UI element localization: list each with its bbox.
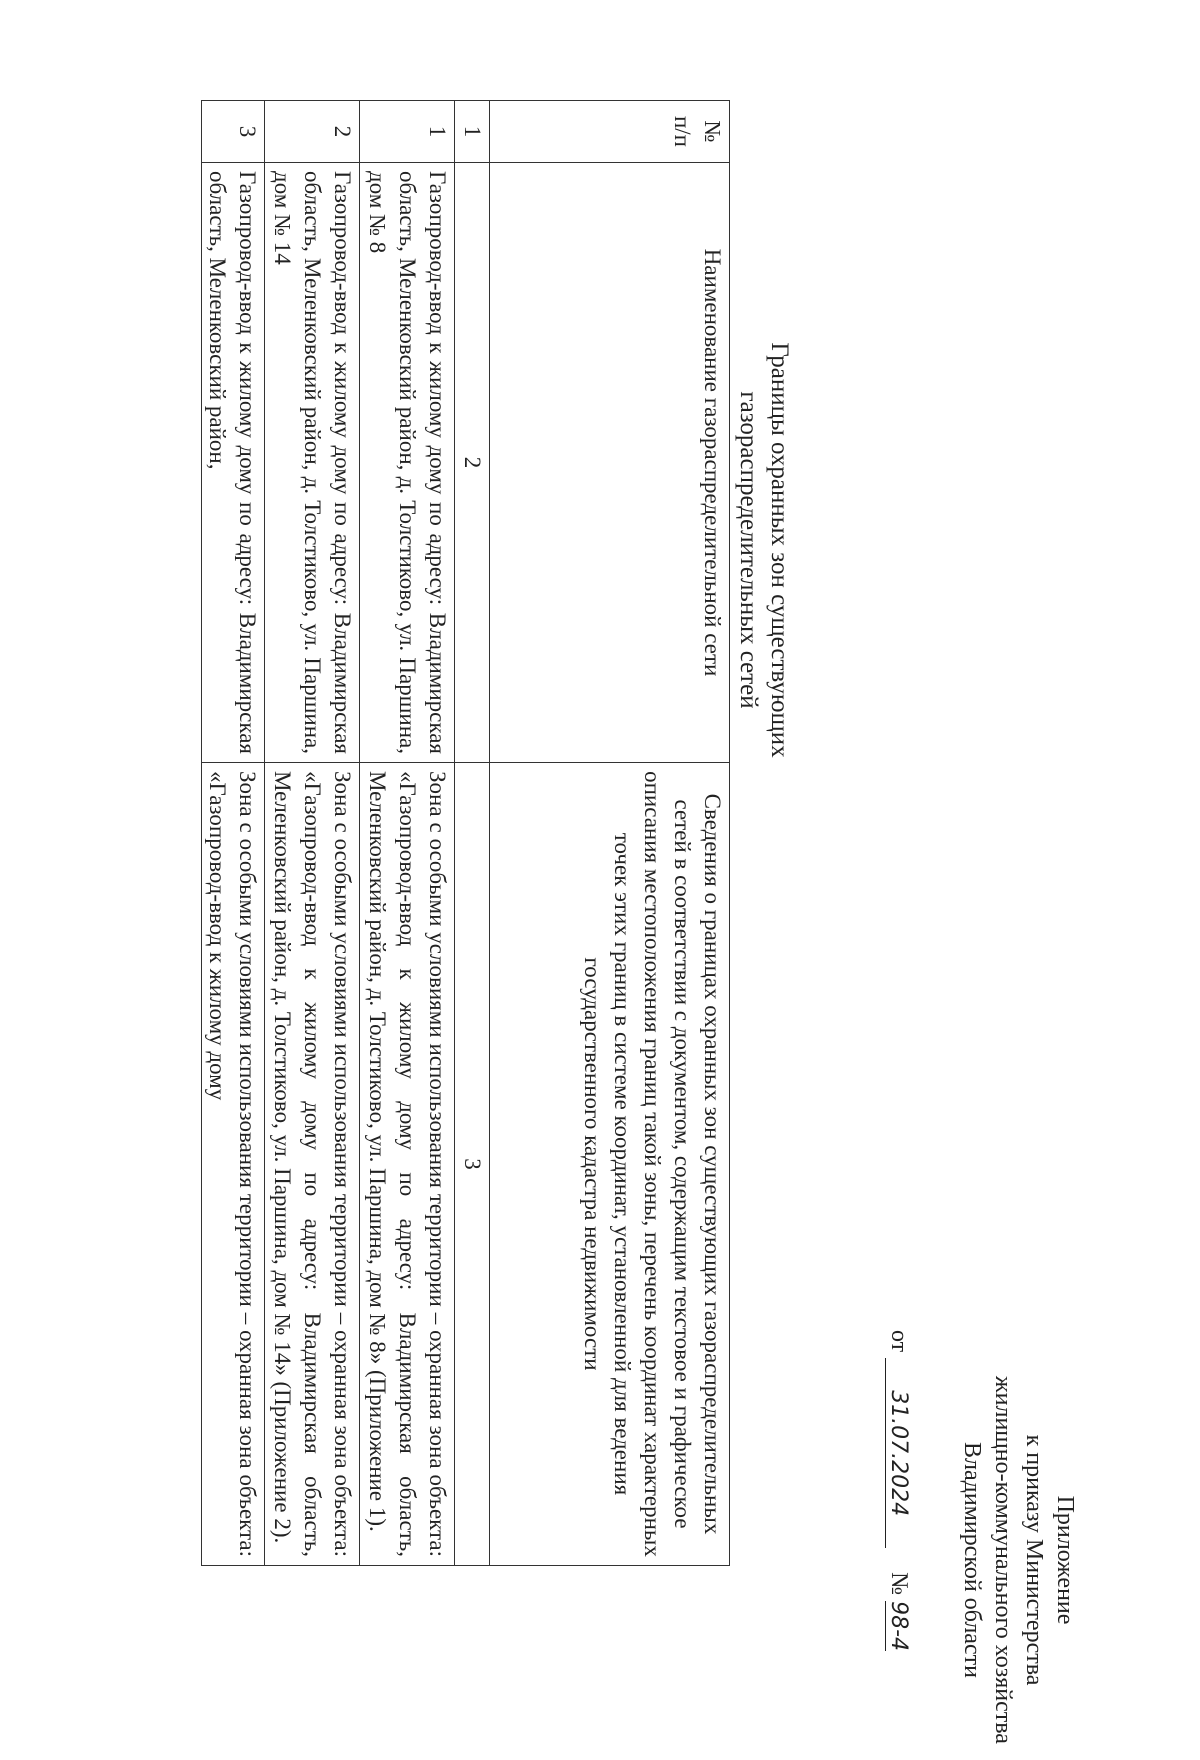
header-line: Владимирской области <box>959 1442 985 1678</box>
header-cell-number: № п/п <box>490 101 730 163</box>
header-line: жилищно-коммунального хозяйства <box>990 1376 1016 1744</box>
row-number: 1 <box>360 101 455 163</box>
header-cell-name: Наименование газораспределительной сети <box>490 163 730 763</box>
title-line: газораспределительных сетей <box>735 391 762 709</box>
table-row <box>202 101 265 1566</box>
row-info: Зона с особыми условиями использования территории – охранная зона объекта: «Газопровод-ввод к жилому дому по адресу: Владимирская область, Меленковский район, д. Толстиково, ул. Паршина, дом № 14» (Приложение 2). <box>265 763 360 1566</box>
table-row <box>360 101 455 1566</box>
handwritten-number: 98-4 <box>886 1601 911 1652</box>
table-row <box>265 101 360 1566</box>
column-number: 1 <box>455 101 490 163</box>
column-number: 2 <box>455 163 490 763</box>
row-info: Зона с особыми условиями использования территории – охранная зона объекта: «Газопровод-ввод к жилому дому по адресу: Владимирская область, Меленковский район, д. Толстиково, ул. Паршина, дом № 8» (Приложение 1). <box>360 763 455 1566</box>
order-date-number <box>885 1330 912 1730</box>
row-info-cell <box>202 763 265 1566</box>
handwritten-date: 31.07.2024 <box>885 1358 911 1548</box>
number-label: № <box>886 1572 912 1596</box>
row-name-cell <box>202 163 265 763</box>
column-number-row <box>455 101 490 1566</box>
row-name: Газопровод-ввод к жилому дому по адресу: Владимирская область, Меленковский район, <box>205 171 260 754</box>
row-number: 2 <box>265 101 360 163</box>
from-label: от <box>886 1330 912 1353</box>
rotated-document-sheet <box>205 30 1080 1744</box>
header-line: Приложение <box>1052 1495 1078 1625</box>
title-line: Границы охранных зон существующих <box>766 342 793 758</box>
table-header-row <box>490 101 730 1566</box>
row-info: Зона с особыми условиями использования территории – охранная зона объекта: «Газопровод-ввод к жилому дому <box>205 771 260 1557</box>
protection-zones-table <box>201 100 730 1566</box>
document-title <box>733 210 795 890</box>
row-name: Газопровод-ввод к жилому дому по адресу: Владимирская область, Меленковский район, д. Толстиково, ул. Паршина, дом № 8 <box>360 163 455 763</box>
appendix-header <box>956 1360 1080 1760</box>
row-number: 3 <box>202 101 265 163</box>
column-number: 3 <box>455 763 490 1566</box>
row-name: Газопровод-ввод к жилому дому по адресу: Владимирская область, Меленковский район, д. Толстиково, ул. Паршина, дом № 14 <box>265 163 360 763</box>
header-cell-info: Сведения о границах охранных зон существующих газораспределительных сетей в соответствии с документом, содержащим текстовое и графическое описания местоположения границ такой зоны, перечень координат характерных точек этих границ в системе координат, установленной для ведения государственного кадастра недвижимости <box>490 763 730 1566</box>
header-line: к приказу Министерства <box>1021 1434 1047 1686</box>
